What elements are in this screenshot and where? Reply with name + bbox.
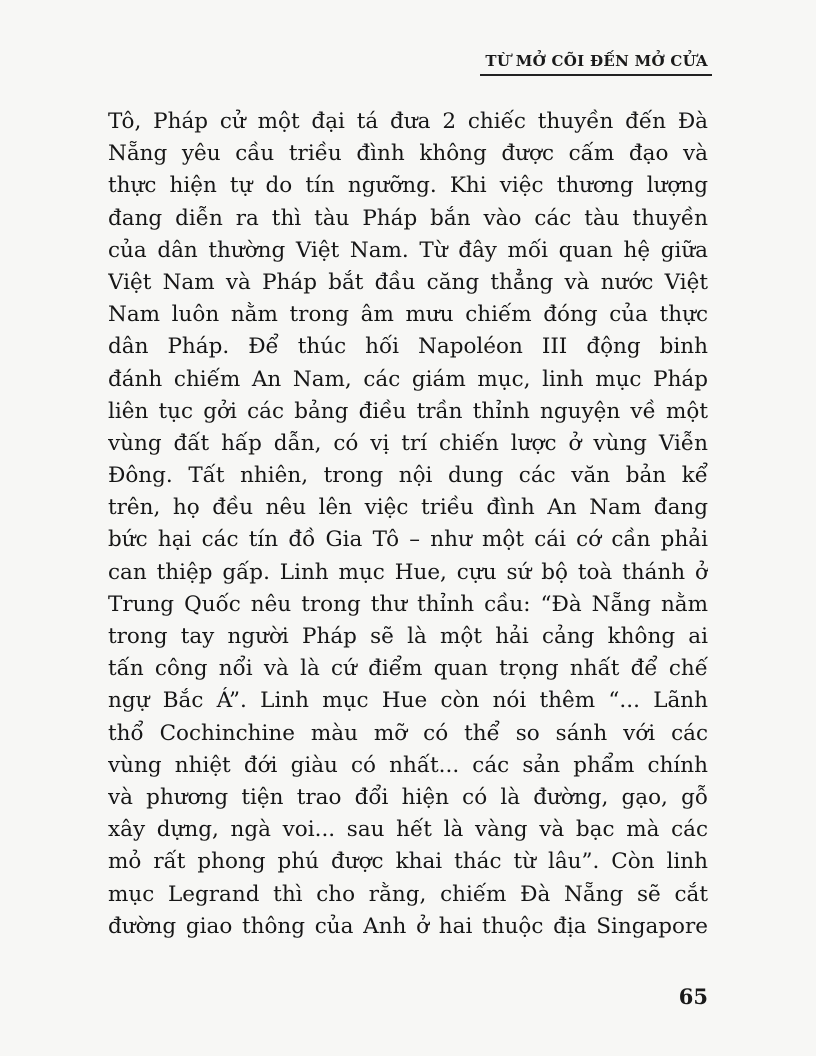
text-line: của dân thường Việt Nam. Từ đây mối quan hệ giữa — [108, 237, 708, 263]
body-text — [108, 106, 708, 943]
text-line: liên tục gởi các bảng điều trần thỉnh nguyện về một — [108, 398, 708, 424]
text-line: Tô, Pháp cử một đại tá đưa 2 chiếc thuyền đến Đà — [108, 109, 708, 134]
text-line: thổ Cochinchine màu mỡ có thể so sánh với các — [108, 720, 708, 746]
text-line: Đông. Tất nhiên, trong nội dung các văn bản kể — [108, 463, 708, 489]
text-line: và phương tiện trao đổi hiện có là đường, gạo, gỗ — [108, 784, 708, 810]
text-line: xây dựng, ngà voi... sau hết là vàng và bạc mà các — [108, 817, 708, 843]
text-line: đường giao thông của Anh ở hai thuộc địa Singapore — [108, 913, 708, 939]
text-line: vùng đất hấp dẫn, có vị trí chiến lược ở vùng Viễn — [108, 430, 708, 456]
text-line: can thiệp gấp. Linh mục Hue, cựu sứ bộ toà thánh ở — [108, 559, 708, 585]
text-line: đánh chiếm An Nam, các giám mục, linh mục Pháp — [108, 366, 708, 392]
text-line: tấn công nổi và là cứ điểm quan trọng nhất để chế — [108, 656, 708, 682]
text-line: mỏ rất phong phú được khai thác từ lâu”. Còn linh — [108, 849, 708, 875]
running-header-title: TỪ MỞ CÕI ĐẾN MỞ CỬA — [485, 52, 708, 70]
text-line: dân Pháp. Để thúc hối Napoléon III động binh — [108, 334, 708, 360]
text-line: đang diễn ra thì tàu Pháp bắn vào các tàu thuyền — [108, 205, 708, 231]
text-line: trong tay người Pháp sẽ là một hải cảng không ai — [108, 624, 708, 649]
text-line: ngự Bắc Á”. Linh mục Hue còn nói thêm “... Lãnh — [108, 688, 708, 714]
text-line: bức hại các tín đồ Gia Tô – như một cái cớ cần phải — [108, 527, 708, 553]
text-line: Trung Quốc nêu trong thư thỉnh cầu: “Đà Nẵng nằm — [108, 591, 708, 617]
text-line: vùng nhiệt đới giàu có nhất... các sản phẩm chính — [108, 752, 708, 778]
page-number: 65 — [678, 984, 708, 1009]
header-rule — [480, 74, 712, 76]
text-line: Nam luôn nằm trong âm mưu chiếm đóng của thực — [108, 302, 708, 328]
text-line: thực hiện tự do tín ngưỡng. Khi việc thương lượng — [108, 173, 708, 199]
text-line: trên, họ đều nêu lên việc triều đình An Nam đang — [108, 495, 708, 521]
text-line: Việt Nam và Pháp bắt đầu căng thẳng và nước Việt — [108, 269, 708, 295]
text-line: mục Legrand thì cho rằng, chiếm Đà Nẵng sẽ cắt — [108, 881, 708, 907]
text-line: Nẵng yêu cầu triều đình không được cấm đạo và — [108, 141, 708, 167]
